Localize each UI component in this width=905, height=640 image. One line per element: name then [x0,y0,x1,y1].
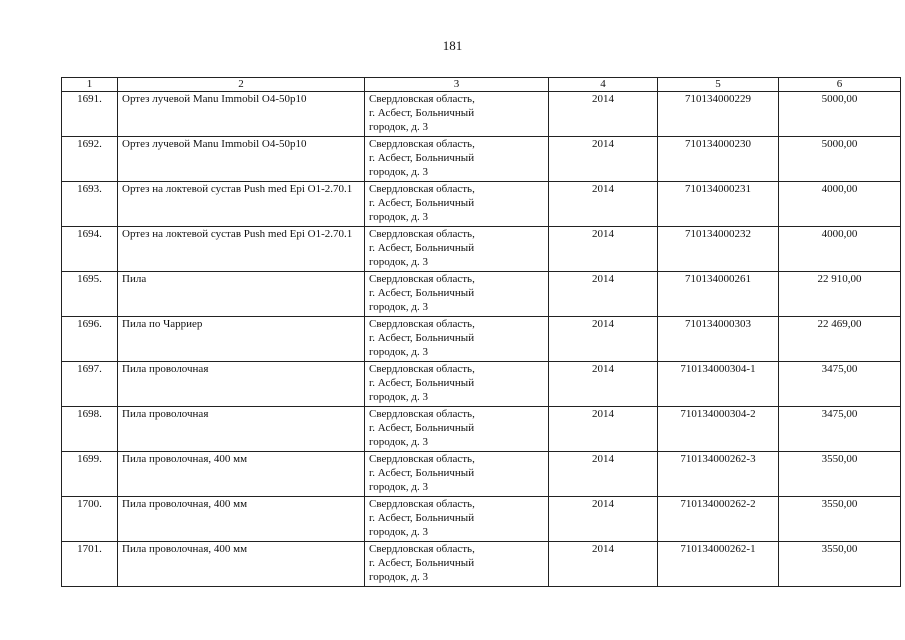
inventory-number-cell: 710134000262-1 [658,542,779,587]
item-name-cell: Пила проволочная, 400 мм [118,542,365,587]
item-name-cell: Пила [118,272,365,317]
table-row [62,452,901,497]
inventory-number-cell: 710134000262-3 [658,452,779,497]
address-line: городок, д. 3 [369,346,428,358]
table-row [62,317,901,362]
address-line: городок, д. 3 [369,571,428,583]
year-cell: 2014 [549,407,658,452]
column-header: 2 [118,78,365,92]
year-cell: 2014 [549,92,658,137]
address-cell [365,452,549,497]
address-line: Свердловская область, [369,183,475,195]
inventory-number-cell: 710134000231 [658,182,779,227]
year-cell: 2014 [549,182,658,227]
table-row [62,362,901,407]
address-cell [365,92,549,137]
address-line: Свердловская область, [369,93,475,105]
column-header: 1 [62,78,118,92]
column-header: 4 [549,78,658,92]
address-line: городок, д. 3 [369,256,428,268]
address-line: Свердловская область, [369,273,475,285]
address-line: городок, д. 3 [369,436,428,448]
registry-table [61,77,901,587]
address-line: городок, д. 3 [369,391,428,403]
address-cell [365,317,549,362]
cost-cell: 4000,00 [779,227,901,272]
cost-cell: 3550,00 [779,497,901,542]
address-line: г. Асбест, Больничный [369,467,475,479]
row-number-cell: 1695. [62,272,118,317]
item-name-cell: Ортез лучевой Manu Immobil O4-50p10 [118,137,365,182]
address-line: г. Асбест, Больничный [369,422,475,434]
address-line: г. Асбест, Больничный [369,197,475,209]
cost-cell: 3475,00 [779,407,901,452]
table-row [62,407,901,452]
table-row [62,272,901,317]
address-cell [365,497,549,542]
address-line: г. Асбест, Больничный [369,377,475,389]
address-line: г. Асбест, Больничный [369,557,475,569]
row-number-cell: 1693. [62,182,118,227]
address-line: г. Асбест, Больничный [369,332,475,344]
cost-cell: 22 469,00 [779,317,901,362]
inventory-number-cell: 710134000229 [658,92,779,137]
table-body [62,92,901,587]
address-line: г. Асбест, Больничный [369,512,475,524]
page-number: 181 [442,38,463,53]
address-line: Свердловская область, [369,408,475,420]
inventory-number-cell: 710134000262-2 [658,497,779,542]
address-line: городок, д. 3 [369,166,428,178]
table-row [62,227,901,272]
address-line: Свердловская область, [369,498,475,510]
address-line: городок, д. 3 [369,526,428,538]
item-name-cell: Ортез лучевой Manu Immobil O4-50p10 [118,92,365,137]
table-row [62,542,901,587]
year-cell: 2014 [549,362,658,407]
row-number-cell: 1700. [62,497,118,542]
cost-cell: 5000,00 [779,92,901,137]
table-row [62,92,901,137]
address-line: Свердловская область, [369,138,475,150]
item-name-cell: Ортез на локтевой сустав Push med Epi O1-2.70.1 [118,182,365,227]
address-line: г. Асбест, Больничный [369,242,475,254]
address-line: г. Асбест, Больничный [369,152,475,164]
address-line: городок, д. 3 [369,211,428,223]
year-cell: 2014 [549,227,658,272]
address-line: г. Асбест, Больничный [369,107,475,119]
row-number-cell: 1694. [62,227,118,272]
inventory-number-cell: 710134000303 [658,317,779,362]
year-cell: 2014 [549,452,658,497]
year-cell: 2014 [549,272,658,317]
item-name-cell: Пила проволочная [118,362,365,407]
table-row [62,497,901,542]
address-line: Свердловская область, [369,543,475,555]
address-cell [365,407,549,452]
cost-cell: 5000,00 [779,137,901,182]
item-name-cell: Пила по Чарриер [118,317,365,362]
address-cell [365,182,549,227]
row-number-cell: 1696. [62,317,118,362]
address-line: городок, д. 3 [369,301,428,313]
column-header: 3 [365,78,549,92]
year-cell: 2014 [549,542,658,587]
item-name-cell: Ортез на локтевой сустав Push med Epi O1-2.70.1 [118,227,365,272]
inventory-number-cell: 710134000230 [658,137,779,182]
address-cell [365,542,549,587]
row-number-cell: 1692. [62,137,118,182]
address-line: Свердловская область, [369,453,475,465]
address-line: городок, д. 3 [369,121,428,133]
item-name-cell: Пила проволочная [118,407,365,452]
inventory-number-cell: 710134000304-2 [658,407,779,452]
inventory-number-cell: 710134000261 [658,272,779,317]
address-cell [365,272,549,317]
address-line: Свердловская область, [369,363,475,375]
item-name-cell: Пила проволочная, 400 мм [118,497,365,542]
table-header-row [62,78,901,92]
cost-cell: 3550,00 [779,452,901,497]
address-line: г. Асбест, Больничный [369,287,475,299]
row-number-cell: 1697. [62,362,118,407]
row-number-cell: 1699. [62,452,118,497]
address-line: городок, д. 3 [369,481,428,493]
address-line: Свердловская область, [369,228,475,240]
row-number-cell: 1691. [62,92,118,137]
year-cell: 2014 [549,497,658,542]
cost-cell: 3550,00 [779,542,901,587]
row-number-cell: 1698. [62,407,118,452]
cost-cell: 3475,00 [779,362,901,407]
address-cell [365,227,549,272]
item-name-cell: Пила проволочная, 400 мм [118,452,365,497]
cost-cell: 22 910,00 [779,272,901,317]
table-row [62,137,901,182]
year-cell: 2014 [549,317,658,362]
inventory-number-cell: 710134000304-1 [658,362,779,407]
cost-cell: 4000,00 [779,182,901,227]
address-cell [365,362,549,407]
column-header: 5 [658,78,779,92]
address-line: Свердловская область, [369,318,475,330]
column-header: 6 [779,78,901,92]
table-row [62,182,901,227]
year-cell: 2014 [549,137,658,182]
row-number-cell: 1701. [62,542,118,587]
address-cell [365,137,549,182]
inventory-number-cell: 710134000232 [658,227,779,272]
